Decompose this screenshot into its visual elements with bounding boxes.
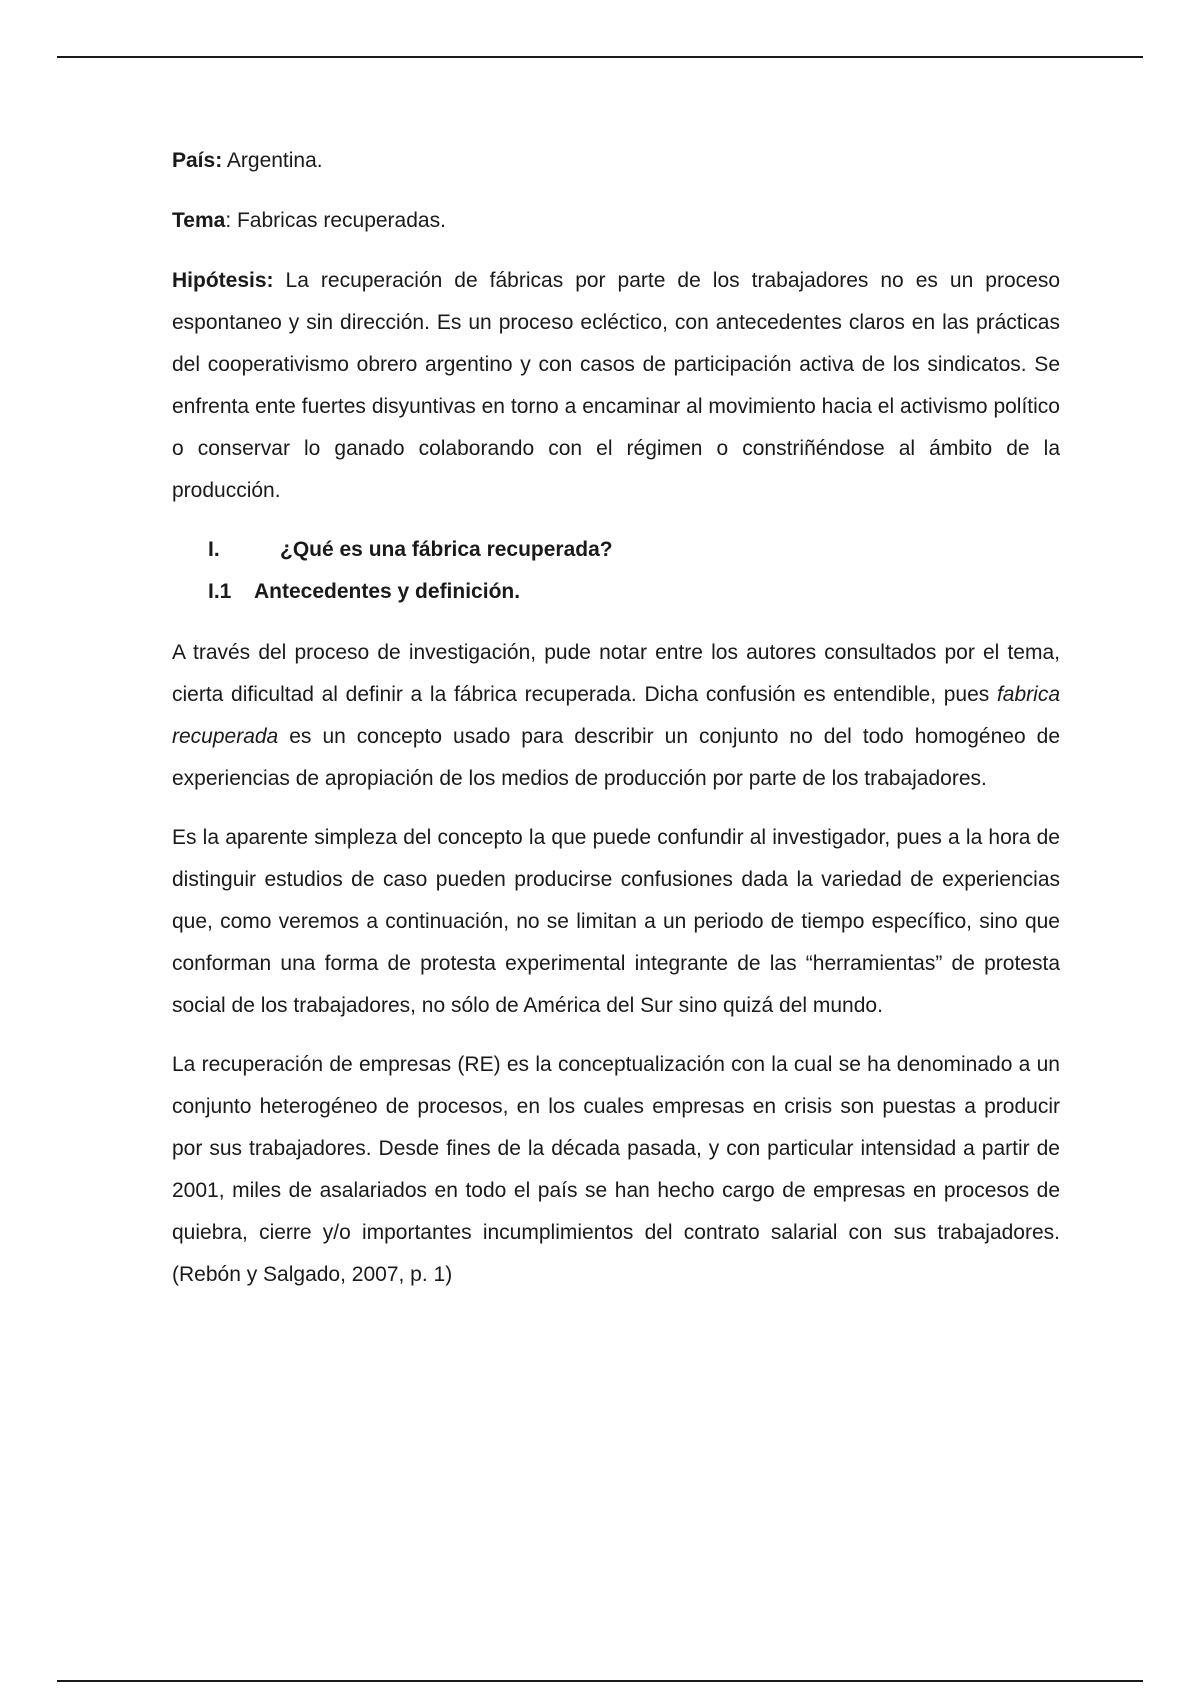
document-page [172,140,1060,1313]
hypothesis-label: Hipótesis: [172,269,274,292]
top-rule [57,56,1143,58]
section-title: ¿Qué es una fábrica recuperada? [280,538,613,561]
hypothesis-paragraph [172,260,1060,512]
subsection-heading [172,571,1060,613]
country-label: País: [172,149,223,172]
paragraph-3: La recuperación de empresas (RE) es la conceptualización con la cual se ha denominado a un conjunto heterogéneo de procesos, en los cuales empresas en crisis son puestas a producir por sus trabajadores. Desde fines de la década pasada, y con particular intensidad a partir de 2001, miles de asalariados en todo el país se han hecho cargo de empresas en procesos de quiebra, cierre y/o importantes incumplimientos del contrato salarial con sus trabajadores. (Rebón y Salgado, 2007, p. 1) [172,1053,1060,1286]
topic-label: Tema [172,209,226,232]
topic-line [172,200,1060,242]
topic-value: : Fabricas recuperadas. [225,209,446,232]
paragraph-1-end: es un concepto usado para describir un conjunto no del todo homogéneo de experiencias de apropiación de los medios de producción por parte de los trabajadores. [172,725,1060,790]
country-line [172,140,1060,182]
section-heading [172,529,1060,571]
subsection-title: Antecedentes y definición. [254,580,521,603]
paragraph-2: Es la aparente simpleza del concepto la que puede confundir al investigador, pues a la hora de distinguir estudios de caso pueden producirse confusiones dada la variedad de experiencias que, como veremos a continuación, no se limitan a un periodo de tiempo específico, sino que conforman una forma de protesta experimental integrante de las “herramientas” de protesta social de los trabajadores, no sólo de América del Sur sino quizá del mundo. [172,826,1060,1017]
paragraph-1 [172,632,1060,800]
section-number: I. [208,538,220,561]
hypothesis-text: La recuperación de fábricas por parte de los trabajadores no es un proceso espontaneo y sin dirección. Es un proceso ecléctico, con antecedentes claros en las prácticas del cooperativismo obrero argentino y con casos de participación activa de los sindicatos. Se enfrenta ente fuertes disyuntivas en torno a encaminar al movimiento hacia el activismo político o conservar lo ganado colaborando con el régimen o constriñéndose al ámbito de la producción. [172,269,1060,502]
subsection-number: I.1 [208,580,232,603]
bottom-rule [57,1680,1143,1682]
paragraph-1-italic-term: fabrica recuperada [172,683,1060,748]
paragraph-1-start: A través del proceso de investigación, pude notar entre los autores consultados por el tema, cierta dificultad al definir a la fábrica recuperada. Dicha confusión es entendible, pues [172,641,1060,706]
country-value: Argentina. [226,149,323,172]
